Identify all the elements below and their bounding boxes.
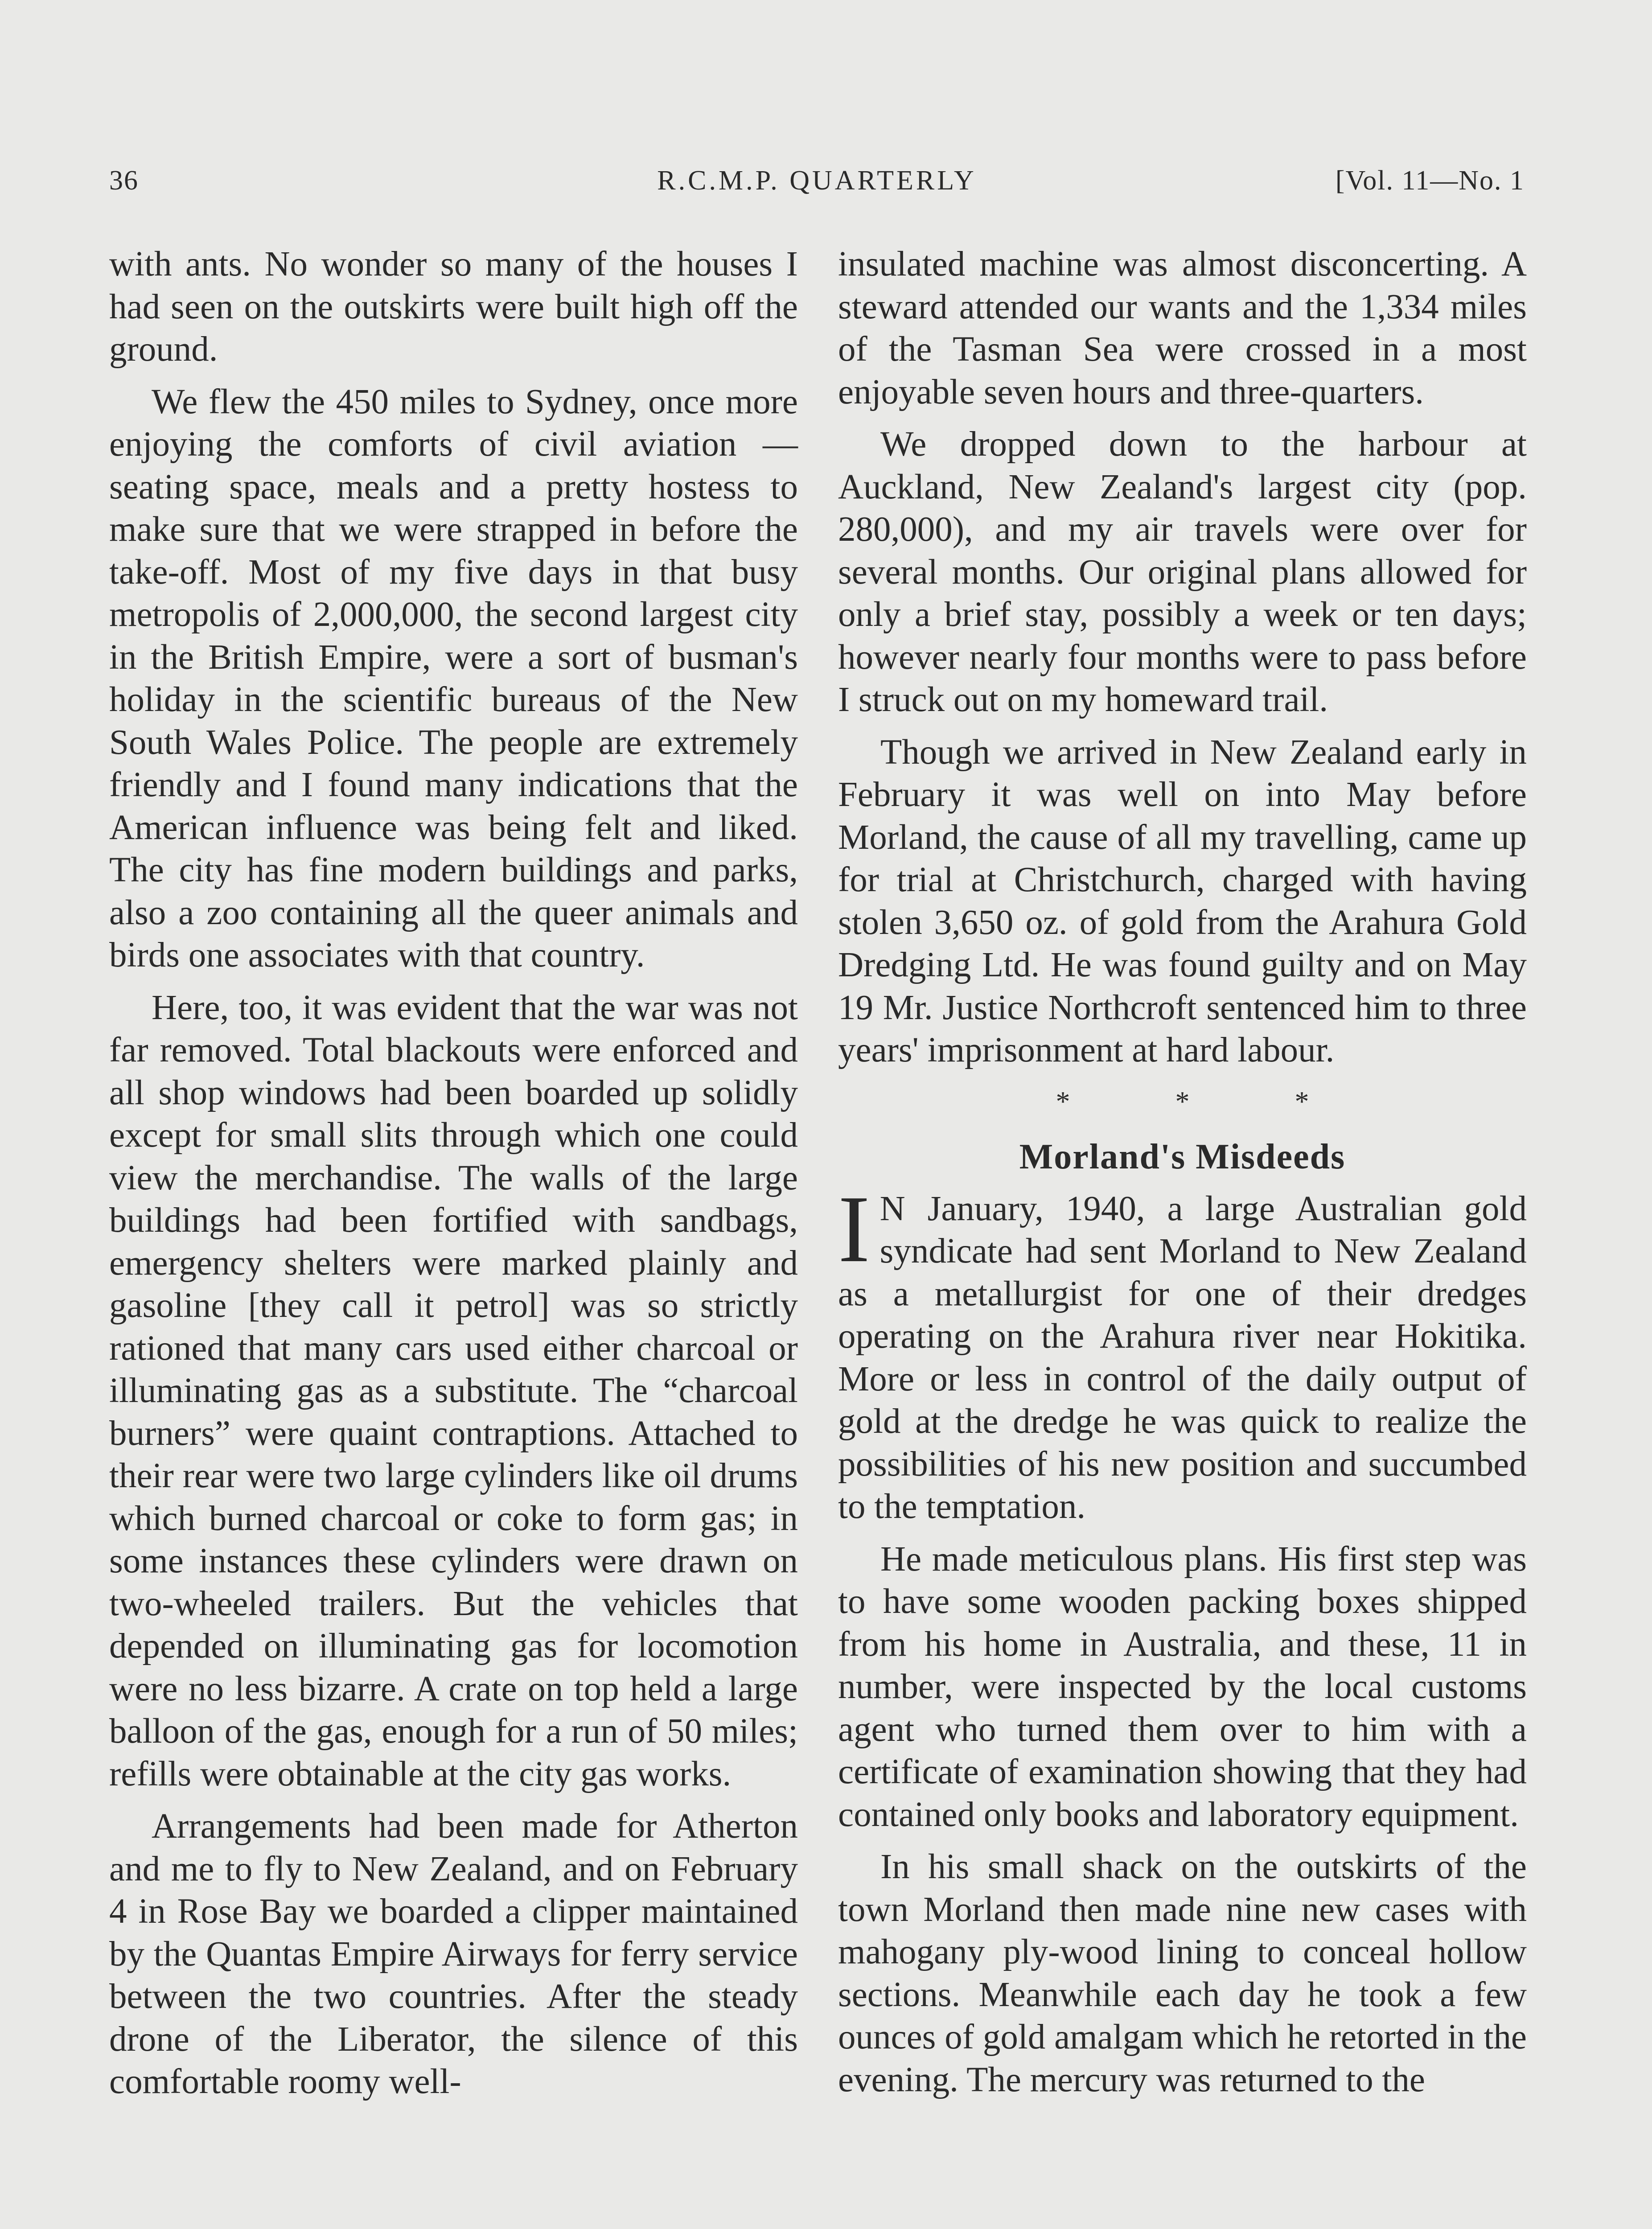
journal-title: R.C.M.P. QUARTERLY	[657, 165, 977, 196]
paragraph: In his small shack on the outskirts of the town Morland then made nine new cases with mahogany ply-wood lining to conceal hollow sections. Meanwhile each day he took a few ounces of gold amalgam which he retorted in the evening. The mercury was returned to the	[838, 1847, 1527, 2099]
dropcap-paragraph	[838, 1175, 1527, 1528]
paragraph: We flew the 450 miles to Sydney, once more enjoying the comforts of civil aviation — seating space, meals and a pretty hostess to make sure that we were strapped in before the take-off. Most of my five days in that busy metropolis of 2,000,000, the second largest city in the British Empire, were a sort of busman's holiday in the scientific bureaus of the New South Wales Police. The people are extremely friendly and I found many indications that the American influence was being felt and liked. The city has fine modern buildings and parks, also a zoo containing all the queer animals and birds one associates with that country.	[109, 382, 798, 975]
paragraph: We dropped down to the harbour at Auckland, New Zealand's largest city (pop. 280,000), and my air travels were over for several months. Our original plans allowed for only a brief stay, possibly a week or ten days; however nearly four months were to pass before I struck out on my homeward trail.	[838, 425, 1527, 719]
dropcap-text: January, 1940, a large Australian gold syndicate had sent Morland to New Zealand as a metallurgist for one of their dredges operating on the Arahura river near Hokitika. More or less in control of the daily output of gold at the dredge he was quick to realize the possibilities of his new position and succumbed to the temptation.	[838, 1189, 1527, 1526]
paragraph: He made meticulous plans. His first step was to have some wooden packing boxes shipped from his home in Australia, and these, 11 in number, were inspected by the local customs agent who turned them over to him with a certificate of examination showing that they had contained only books and laboratory equipment.	[838, 1539, 1527, 1834]
dropcap-lead: N	[879, 1189, 905, 1228]
left-column	[109, 243, 798, 2113]
paragraph: Here, too, it was evident that the war was not far removed. Total blackouts were enforced and all shop windows had been boarded up solidly except for small slits through which one could view the merchandise. The walls of the large buildings had been fortified with sandbags, emergency shelters were marked plainly and gasoline [they call it petrol] was so strictly rationed that many cars used either charcoal or illuminating gas as a substitute. The “charcoal burners” were quaint contraptions. Attached to their rear were two large cylinders like oil drums which burned charcoal or coke to form gas; in some instances these cylinders were drawn on two-wheeled trailers. But the vehicles that depended on illuminating gas for locomotion were no less bizarre. A crate on top held a large balloon of the gas, enough for a run of 50 miles; refills were obtainable at the city gas works.	[109, 988, 798, 1793]
running-header	[109, 165, 1525, 210]
drop-cap: I	[838, 1175, 870, 1282]
volume-issue: [Vol. 11—No. 1	[1335, 165, 1525, 196]
section-separator: * * *	[1056, 1085, 1309, 1117]
section-heading: Morland's Misdeeds	[1019, 1137, 1346, 1176]
page-number: 36	[109, 165, 139, 196]
right-column	[838, 243, 1527, 2111]
paragraph: Arrangements had been made for Atherton and me to fly to New Zealand, and on February 4 in Rose Bay we boarded a clipper maintained by the Quantas Empire Airways for ferry service between the two countries. After the steady drone of the Liberator, the silence of this comfortable roomy well-	[109, 1807, 798, 2101]
paragraph: insulated machine was almost disconcerting. A steward attended our wants and the 1,334 miles of the Tasman Sea were crossed in a most enjoyable seven hours and three-quarters.	[838, 245, 1527, 411]
paragraph: Though we arrived in New Zealand early in February it was well on into May before Morland, the cause of all my travelling, came up for trial at Christchurch, charged with having stolen 3,650 oz. of gold from the Arahura Gold Dredging Ltd. He was found guilty and on May 19 Mr. Justice Northcroft sentenced him to three years' imprisonment at hard labour.	[838, 732, 1527, 1069]
paragraph: with ants. No wonder so many of the houses I had seen on the outskirts were built high off the ground.	[109, 245, 798, 369]
